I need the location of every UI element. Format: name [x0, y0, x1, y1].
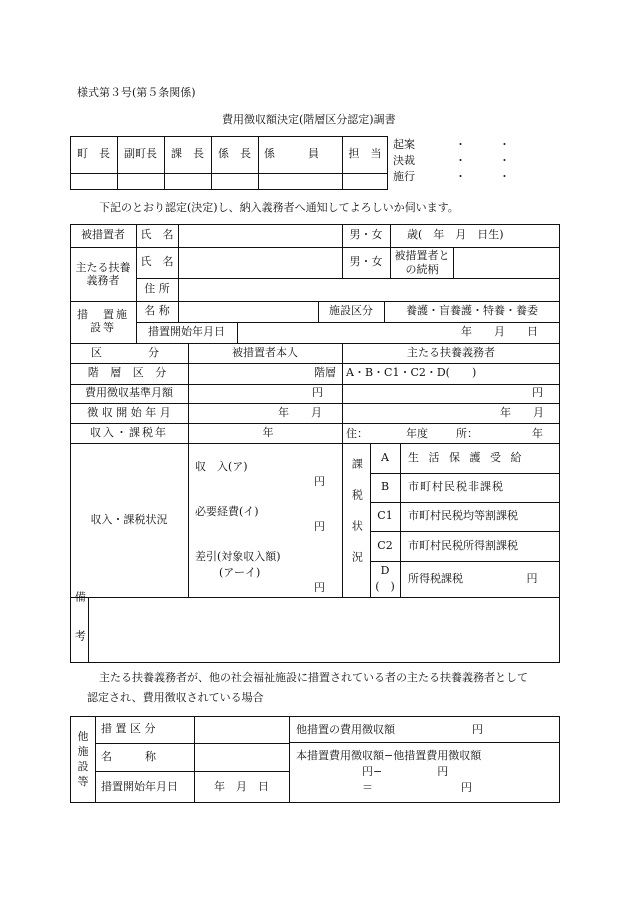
tier-guardian: A・B・C1・C2・D( ) [346, 366, 477, 380]
start-date-value: 年 月 日 [461, 325, 538, 339]
note-line-1: 主たる扶養義務者が、他の社会福祉施設に措置されている者の主たる扶養義務者として [99, 671, 528, 684]
date-decided-value: ・ ・ [455, 154, 510, 167]
tax-status-c2: 市町村民税所得割課税 [408, 538, 518, 552]
formula-line-2: 円− 円 [362, 765, 449, 778]
tier-person: 階層 [314, 366, 336, 380]
facility-label: 措 置施設等 [77, 308, 129, 334]
approval-col-charge: 担 当 [348, 147, 382, 161]
net-income-yen: 円 [314, 581, 325, 594]
tax-code-b: B [380, 480, 390, 494]
tax-status-b: 市町村民税非課税 [408, 480, 504, 494]
expense-yen: 円 [314, 520, 325, 533]
net-income-formula: (アーイ) [219, 566, 261, 579]
tax-year-guardian-address: 住： [346, 427, 368, 440]
col-guardian: 主たる扶養義務者 [407, 345, 495, 359]
income-label: 収 入(ア) [195, 460, 248, 473]
tax-year-person: 年 [262, 425, 274, 439]
date-drafted-value: ・ ・ [455, 138, 510, 151]
tax-status-label: 課税状況 [350, 458, 364, 582]
approval-col-mayor: 町 長 [77, 147, 110, 161]
person-label: 被措置者 [81, 228, 125, 242]
collection-start-person: 年 月 [278, 405, 322, 419]
tax-status-d-yen: 円 [526, 571, 538, 585]
tax-code-c2: C2 [377, 538, 393, 552]
document-title: 費用徴収額決定(階層区分認定)調書 [222, 113, 396, 126]
date-enforced-label: 施行 [393, 170, 415, 183]
intro-text: 下記のとおり認定(決定)し、納入義務者へ通知してよろしいか伺います。 [99, 201, 459, 214]
income-status-label: 収入・課税状況 [90, 512, 168, 526]
fee-label: 費用徴収基準月額 [85, 386, 173, 400]
formula-label: 本措置費用徴収額−他措置費用徴収額 [296, 749, 482, 762]
other-start-value: 年 月 日 [214, 779, 269, 793]
date-drafted-label: 起案 [393, 138, 415, 151]
date-decided-label: 決裁 [393, 154, 415, 167]
form-number: 様式第３号(第５条関係) [77, 86, 196, 99]
note-line-2: 認定され、費用徴収されている場合 [87, 691, 264, 704]
approval-col-staff: 係 員 [264, 147, 319, 161]
approval-col-section-chief: 課 長 [171, 147, 204, 161]
address-label: 住 所 [144, 282, 170, 296]
tax-year-label: 収入・課税年 [90, 425, 168, 439]
date-enforced-value: ・ ・ [455, 170, 510, 183]
tax-year-guardian-place: 所： [456, 427, 478, 440]
person-age: 歳( 年 月 日生) [407, 228, 504, 242]
start-date-label: 措置開始年月日 [148, 325, 225, 339]
guardian-label: 主たる扶養義務者 [75, 261, 131, 287]
other-start-label: 措置開始年月日 [101, 779, 178, 793]
tax-code-d: D [380, 563, 390, 577]
formula-line-3: ＝ 円 [362, 781, 472, 794]
guardian-gender: 男・女 [349, 255, 383, 269]
other-fee-label: 他措置の費用徴収額 [296, 723, 395, 736]
relation-label: 被措置者との続柄 [394, 249, 450, 276]
tax-year-guardian-fiscal: 年度 [406, 427, 428, 440]
tier-label: 階 層 区 分 [87, 366, 171, 380]
tax-status-a: 生 活 保 護 受 給 [408, 450, 525, 464]
other-name-label: 名 称 [101, 749, 156, 763]
facility-name-label: 名 称 [144, 304, 170, 318]
collection-start-label: 徴 収 開 始 年 月 [87, 405, 171, 419]
facility-type-label: 施設区分 [329, 304, 373, 318]
person-name-label: 氏 名 [140, 228, 174, 242]
tax-status-d: 所得税課税 [408, 571, 463, 585]
person-gender: 男・女 [349, 228, 383, 242]
net-income-label: 差引(対象収入額) [195, 550, 281, 563]
collection-start-guardian: 年 月 [500, 405, 544, 419]
category-label: 区 分 [91, 345, 167, 359]
income-yen: 円 [314, 475, 325, 488]
fee-person: 円 [312, 386, 323, 400]
tax-status-c1: 市町村民税均等割課税 [408, 509, 518, 523]
col-person: 被措置者本人 [232, 345, 298, 359]
expense-label: 必要経費(イ) [195, 505, 259, 518]
remarks-label: 備考 [73, 591, 87, 669]
tax-code-c1: C1 [377, 509, 393, 523]
tax-code-d-sub: ( ) [375, 579, 395, 593]
other-side-label: 他施設等 [77, 730, 89, 788]
other-category-label: 措 置 区 分 [101, 722, 156, 736]
facility-types: 養護・盲養護・特養・養委 [406, 304, 538, 318]
other-fee-yen: 円 [472, 723, 483, 736]
tax-year-guardian-year: 年 [532, 427, 543, 440]
approval-col-subsection-chief: 係 長 [218, 147, 251, 161]
guardian-name-label: 氏 名 [140, 255, 174, 269]
approval-col-deputy: 副町長 [124, 147, 157, 161]
fee-guardian: 円 [532, 386, 543, 400]
tax-code-a: A [381, 450, 389, 464]
